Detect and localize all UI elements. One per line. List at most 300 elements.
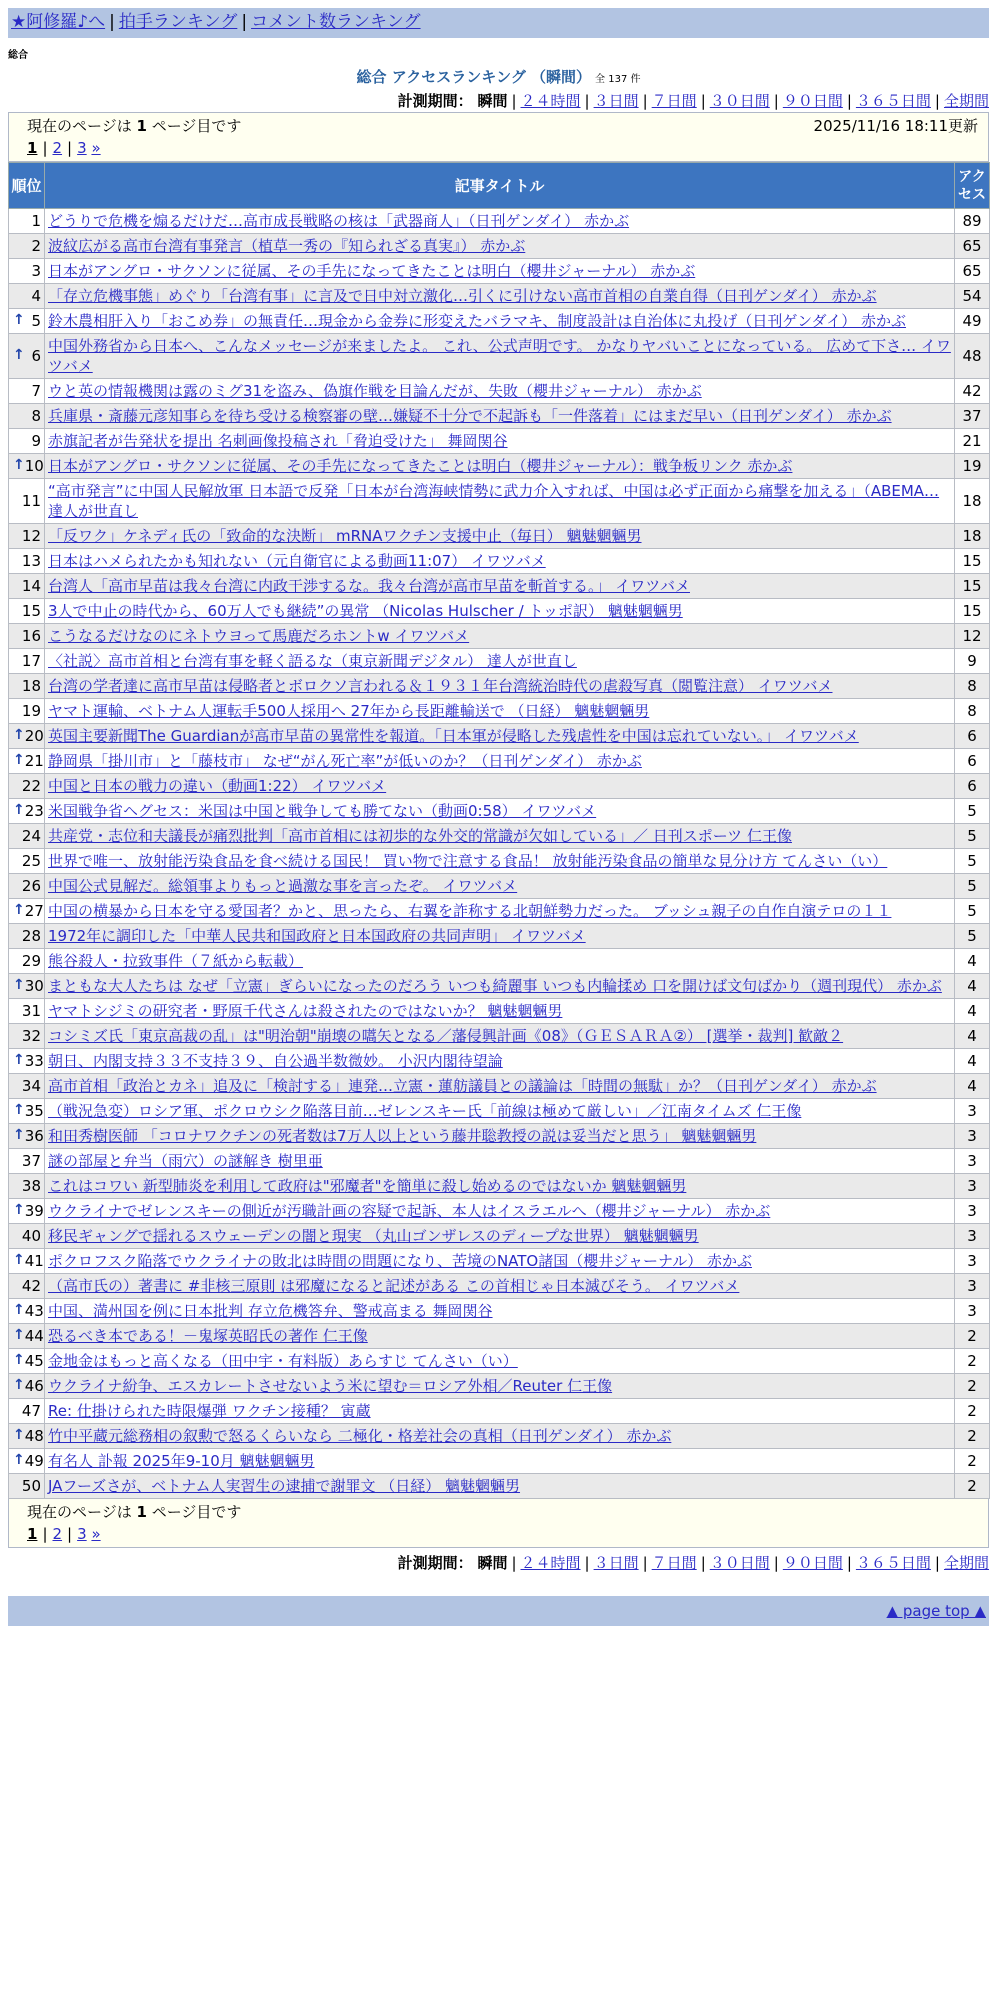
table-row [9, 1349, 990, 1374]
article-title-link[interactable]: 中国公式見解だ。総領事よりもっと過激な事を言ったぞ。 イワツバメ [48, 877, 518, 895]
rank-cell [9, 599, 45, 624]
access-count: 5 [955, 849, 990, 874]
access-count: 8 [955, 674, 990, 699]
title-cell [45, 849, 955, 874]
title-cell [45, 1024, 955, 1049]
access-count: 15 [955, 549, 990, 574]
access-count: 65 [955, 234, 990, 259]
article-title-link[interactable]: 台湾人「高市早苗は我々台湾に内政干渉するな。我々台湾が高市早苗を斬首する。」 イワツバメ [48, 577, 690, 595]
rank-cell [9, 799, 45, 824]
rank-cell [9, 259, 45, 284]
period-link-24h[interactable]: ２４時間 [520, 92, 581, 110]
rank-cell [9, 429, 45, 454]
page-link-2[interactable]: 2 [52, 1525, 63, 1543]
rank-number: 44 [24, 1327, 44, 1345]
pagination-top [8, 112, 989, 162]
title-cell [45, 1049, 955, 1074]
article-title-link[interactable]: ウクライナでゼレンスキーの側近が汚職計画の容疑で起訴、本人はイスラエルへ（櫻井ジャーナル） 赤かぶ [48, 1202, 771, 1220]
rank-cell [9, 1299, 45, 1324]
rank-up-arrow-icon: ↑ [13, 977, 25, 993]
title-cell [45, 479, 955, 524]
rank-cell [9, 874, 45, 899]
article-title-link[interactable]: 中国、満州国を例に日本批判 存立危機答弁、警戒高まる 舞岡関谷 [48, 1302, 493, 1320]
table-row [9, 699, 990, 724]
table-row [9, 1099, 990, 1124]
rank-up-arrow-icon: ↑ [13, 727, 25, 743]
table-row [9, 924, 990, 949]
rank-cell [9, 1099, 45, 1124]
table-row [9, 824, 990, 849]
title-cell [45, 899, 955, 924]
period-current: 瞬間 [477, 1554, 508, 1572]
rank-number: 26 [21, 877, 41, 895]
article-title-link[interactable]: 日本はハメられたかも知れない（元自衛官による動画11:07） イワツバメ [48, 552, 546, 570]
table-row [9, 674, 990, 699]
article-title-link[interactable]: 「存立危機事態」めぐり「台湾有事」に言及で日中対立激化…引くに引けない高市首相の自業自得（日刊ゲンダイ） 赤かぶ [48, 287, 877, 305]
rank-cell [9, 924, 45, 949]
access-count: 6 [955, 774, 990, 799]
table-row [9, 1374, 990, 1399]
page-status: 現在のページは 1 ページ目です [27, 117, 242, 135]
rank-number: 23 [24, 802, 44, 820]
access-count: 4 [955, 949, 990, 974]
rank-cell [9, 479, 45, 524]
title-cell [45, 999, 955, 1024]
home-link[interactable]: ★阿修羅♪へ [11, 12, 106, 32]
rank-number: 12 [21, 527, 41, 545]
article-title-link[interactable]: 兵庫県・斎藤元彦知事らを待ち受ける検察審の壁…嫌疑不十分で不起訴も「一件落着」にはまだ早い（日刊ゲンダイ） 赤かぶ [48, 407, 892, 425]
article-title-link[interactable]: 台湾の学者達に高市早苗は侵略者とボロクソ言われる＆１９３１年台湾統治時代の虐殺写真（閲覧注意） イワツバメ [48, 677, 833, 695]
page-top-link[interactable]: ▲ page top ▲ [886, 1602, 986, 1620]
table-row [9, 259, 990, 284]
rank-number: 49 [24, 1452, 44, 1470]
title-cell [45, 674, 955, 699]
title-cell [45, 724, 955, 749]
table-row [9, 1199, 990, 1224]
bottom-bar [8, 1596, 989, 1626]
access-count: 19 [955, 454, 990, 479]
rank-number: 16 [21, 627, 41, 645]
rank-cell [9, 849, 45, 874]
title-cell [45, 284, 955, 309]
rank-number: 13 [21, 552, 41, 570]
title-cell [45, 974, 955, 999]
article-title-link[interactable]: こうなるだけなのにネトウヨって馬鹿だろホントw イワツバメ [48, 627, 470, 645]
article-title-link[interactable]: 熊谷殺人・拉致事件（７紙から転載） [48, 952, 304, 970]
access-count: 5 [955, 824, 990, 849]
ranking-table [8, 162, 990, 1499]
title-cell [45, 1149, 955, 1174]
rank-number: 4 [31, 287, 41, 305]
article-title-link[interactable]: 謎の部屋と弁当（雨穴）の謎解き 樹里亜 [48, 1152, 323, 1170]
table-row [9, 454, 990, 479]
article-title-link[interactable]: まともな大人たちは なぜ「立憲」ぎらいになったのだろう いつも綺麗事 いつも内輪揉め 口を開けば文句ばかり（週刊現代） 赤かぶ [48, 977, 942, 995]
page-status: 現在のページは 1 ページ目です [27, 1503, 242, 1521]
period-link-7d[interactable]: ７日間 [651, 1554, 697, 1572]
article-title-link[interactable]: 金地金はもっと高くなる（田中宇・有料版）あらすじ てんさい（い） [48, 1352, 518, 1370]
title-cell [45, 1349, 955, 1374]
table-row [9, 1299, 990, 1324]
table-row [9, 574, 990, 599]
rank-number: 29 [21, 952, 41, 970]
period-current: 瞬間 [477, 92, 508, 110]
rank-number: 21 [24, 752, 44, 770]
rank-cell [9, 774, 45, 799]
access-count: 48 [955, 334, 990, 379]
title-cell [45, 949, 955, 974]
title-cell [45, 699, 955, 724]
access-count: 5 [955, 899, 990, 924]
access-count: 2 [955, 1399, 990, 1424]
rank-number: 35 [24, 1102, 44, 1120]
article-title-link[interactable]: ヤマト運輸、ベトナム人運転手500人採用へ 27年から長距離輸送で （日経） 魑魅魍魎男 [48, 702, 650, 720]
access-count: 4 [955, 1024, 990, 1049]
article-title-link[interactable]: 1972年に調印した「中華人民共和国政府と日本国政府の共同声明」 イワツバメ [48, 927, 586, 945]
rank-up-arrow-icon: ↑ [13, 752, 25, 768]
rank-up-arrow-icon: ↑ [13, 1252, 25, 1268]
article-title-link[interactable]: 高市首相「政治とカネ」追及に「検討する」連発…立憲・蓮舫議員との議論は「時間の無駄」か？（日刊ゲンダイ） 赤かぶ [48, 1077, 877, 1095]
table-row [9, 479, 990, 524]
category-label: 総合 [8, 50, 28, 61]
rank-number: 14 [21, 577, 41, 595]
title-cell [45, 259, 955, 284]
rank-number: 3 [31, 262, 41, 280]
rank-cell [9, 974, 45, 999]
rank-number: 40 [21, 1227, 41, 1245]
title-cell [45, 1124, 955, 1149]
table-row [9, 599, 990, 624]
article-title-link[interactable]: （高市氏の）著書に #非核三原則 は邪魔になると記述がある この首相じゃ日本滅びそう。 イワツバメ [48, 1277, 740, 1295]
table-row [9, 874, 990, 899]
access-count: 5 [955, 799, 990, 824]
article-title-link[interactable]: 和田秀樹医師 「コロナワクチンの死者数は7万人以上という藤井聡教授の説は妥当だと思う」 魑魅魍魎男 [48, 1127, 757, 1145]
access-count: 4 [955, 1049, 990, 1074]
article-title-link[interactable]: 日本がアングロ・サクソンに従属、その手先になってきたことは明白（櫻井ジャーナル） 赤かぶ [48, 262, 696, 280]
title-cell [45, 309, 955, 334]
rank-up-arrow-icon: ↑ [13, 1052, 25, 1068]
table-row [9, 949, 990, 974]
article-title-link[interactable]: どうりで危機を煽るだけだ…高市成長戦略の核は「武器商人」（日刊ゲンダイ） 赤かぶ [48, 212, 630, 230]
page-title [8, 66, 989, 88]
table-row [9, 309, 990, 334]
access-count: 6 [955, 749, 990, 774]
title-cell [45, 524, 955, 549]
access-count: 2 [955, 1374, 990, 1399]
page [8, 8, 989, 1626]
access-count: 2 [955, 1349, 990, 1374]
table-row [9, 799, 990, 824]
access-count: 3 [955, 1299, 990, 1324]
article-title-link[interactable]: （戦況急変）ロシア軍、ポクロウシク陥落目前…ゼレンスキー氏「前線は極めて厳しい」／江南タイムズ 仁王像 [48, 1102, 802, 1120]
access-count: 54 [955, 284, 990, 309]
rank-number: 6 [31, 347, 41, 365]
table-row [9, 1024, 990, 1049]
table-row [9, 1124, 990, 1149]
access-count: 37 [955, 404, 990, 429]
article-title-link[interactable]: 恐るべき本である！－鬼塚英昭氏の著作 仁王像 [48, 1327, 368, 1345]
article-title-link[interactable]: 世界で唯一、放射能汚染食品を食べ続ける国民！ 買い物で注意する食品！ 放射能汚染食品の簡単な見分け方 てんさい（い） [48, 852, 888, 870]
rank-number: 45 [24, 1352, 44, 1370]
rank-number: 36 [24, 1127, 44, 1145]
table-row [9, 1224, 990, 1249]
period-link-all[interactable]: 全期間 [943, 92, 989, 110]
title-cell [45, 799, 955, 824]
rank-cell [9, 899, 45, 924]
title-cell [45, 1074, 955, 1099]
rank-number: 9 [31, 432, 41, 450]
rank-number: 38 [21, 1177, 41, 1195]
article-title-link[interactable]: Re: 仕掛けられた時限爆弾 ワクチン接種？ 寅蔵 [48, 1402, 371, 1420]
rank-cell [9, 1349, 45, 1374]
rank-number: 50 [21, 1477, 41, 1495]
table-row [9, 234, 990, 259]
page-link-3[interactable]: 3 [77, 1525, 87, 1543]
period-link-30d[interactable]: ３０日間 [709, 92, 770, 110]
table-row [9, 774, 990, 799]
article-title-link[interactable]: コシミズ氏「東京高裁の乱」は"明治朝"崩壊の嚆矢となる／藩侵興計画《08》（ＧＥＳＡＲＡ②） [選挙・裁判] 歓敵２ [48, 1027, 844, 1045]
rank-number: 2 [31, 237, 41, 255]
access-count: 5 [955, 874, 990, 899]
rank-number: 25 [21, 852, 41, 870]
title-text: 総合 アクセスランキング （瞬間） [356, 68, 592, 86]
rank-number: 20 [24, 727, 44, 745]
page-link-2[interactable]: 2 [52, 139, 63, 157]
rank-up-arrow-icon: ↑ [13, 1352, 25, 1368]
period-link-7d[interactable]: ７日間 [651, 92, 697, 110]
title-cell [45, 599, 955, 624]
article-title-link[interactable]: 朝日、内閣支持３３不支持３９、自公過半数微妙。 小沢内閣待望論 [48, 1052, 503, 1070]
rank-cell [9, 1249, 45, 1274]
rank-cell [9, 949, 45, 974]
title-cell [45, 774, 955, 799]
article-title-link[interactable]: 英国主要新聞The Guardianが高市早苗の異常性を報道。「日本軍が侵略した残虐性を中国は忘れていない。」 イワツバメ [48, 727, 859, 745]
access-count: 15 [955, 599, 990, 624]
access-count: 6 [955, 724, 990, 749]
rank-cell [9, 574, 45, 599]
rank-number: 42 [21, 1277, 41, 1295]
title-cell [45, 209, 955, 234]
article-title-link[interactable]: ポクロフスク陥落でウクライナの敗北は時間の問題になり、苦境のNATO諸国（櫻井ジャーナル） 赤かぶ [48, 1252, 752, 1270]
rank-number: 32 [21, 1027, 41, 1045]
rank-cell [9, 1049, 45, 1074]
rank-cell [9, 724, 45, 749]
rank-number: 41 [24, 1252, 44, 1270]
rank-cell [9, 1324, 45, 1349]
rank-up-arrow-icon: ↑ [13, 1427, 25, 1443]
next-page-link[interactable]: » [91, 1525, 101, 1543]
separator: | [109, 12, 115, 32]
rank-cell [9, 649, 45, 674]
rank-cell [9, 699, 45, 724]
access-count: 3 [955, 1224, 990, 1249]
rank-number: 34 [21, 1077, 41, 1095]
title-cell [45, 1374, 955, 1399]
period-nav-bottom: 計測期間： 瞬間 | ２４時間 | ３日間 | ７日間 | ３０日間 | ９０日間 | ３６５日間 | 全期間 [397, 1554, 989, 1572]
next-page-link[interactable]: » [91, 139, 101, 157]
article-title-link[interactable]: これはコワい 新型肺炎を利用して政府は"邪魔者"を簡単に殺し始めるのではないか 魑魅魍魎男 [48, 1177, 687, 1195]
article-title-link[interactable]: 鈴木農相肝入り「おこめ券」の無責任…現金から金券に形変えたバラマキ、制度設計は自治体に丸投げ（日刊ゲンダイ） 赤かぶ [48, 312, 906, 330]
rank-cell [9, 1274, 45, 1299]
access-count: 89 [955, 209, 990, 234]
access-count: 42 [955, 379, 990, 404]
title-cell [45, 454, 955, 479]
article-title-link[interactable]: 静岡県「掛川市」と「藤枝市」 なぜ“がん死亡率”が低いのか？（日刊ゲンダイ） 赤かぶ [48, 752, 642, 770]
article-title-link[interactable]: 3人で中止の時代から、60万人でも継続”の異常 （Nicolas Hulscher / トッポ訳） 魑魅魍魎男 [48, 602, 683, 620]
article-title-link[interactable]: 中国外務省から日本へ、こんなメッセージが来ましたよ。 これ、公式声明です。 かなりヤバいことになっている。 広めて下さ… イワツバメ [48, 337, 951, 375]
title-cell [45, 1424, 955, 1449]
access-count: 18 [955, 524, 990, 549]
rank-cell [9, 334, 45, 379]
article-title-link[interactable]: 波紋広がる高市台湾有事発言（植草一秀の『知られざる真実』） 赤かぶ [48, 237, 526, 255]
rank-number: 19 [21, 702, 41, 720]
table-row [9, 624, 990, 649]
title-cell [45, 1099, 955, 1124]
comment-ranking-link[interactable]: コメント数ランキング [251, 12, 421, 32]
title-cell [45, 234, 955, 259]
header-rank: 順位 [9, 163, 45, 209]
period-link-3d[interactable]: ３日間 [593, 1554, 639, 1572]
article-title-link[interactable]: 中国と日本の戦力の違い（動画1:22） イワツバメ [48, 777, 387, 795]
rank-up-arrow-icon: ↑ [13, 902, 25, 918]
period-link-24h[interactable]: ２４時間 [520, 1554, 581, 1572]
article-title-link[interactable]: ウと英の情報機関は露のミグ31を盗み、偽旗作戦を目論んだが、失敗（櫻井ジャーナル） 赤かぶ [48, 382, 702, 400]
rank-up-arrow-icon: ↑ [13, 1452, 25, 1468]
rank-number: 5 [31, 312, 41, 330]
article-title-link[interactable]: 日本がアングロ・サクソンに従属、その手先になってきたことは明白（櫻井ジャーナル）：戦争板リンク 赤かぶ [48, 457, 793, 475]
article-title-link[interactable]: 赤旗記者が告発状を提出 名刺画像投稿され「脅迫受けた」 舞岡関谷 [48, 432, 508, 450]
title-cell [45, 1274, 955, 1299]
article-title-link[interactable]: “高市発言”に中国人民解放軍 日本語で反発「日本が台湾海峡情勢に武力介入すれば、中国は必ず正面から痛撃を加える」（ABEMA… 達人が世直し [48, 482, 940, 520]
period-link-30d[interactable]: ３０日間 [709, 1554, 770, 1572]
page-current: 1 [27, 1525, 38, 1543]
rank-cell [9, 549, 45, 574]
rank-cell [9, 1424, 45, 1449]
table-row [9, 209, 990, 234]
rank-cell [9, 1199, 45, 1224]
table-row [9, 1174, 990, 1199]
rank-cell [9, 1224, 45, 1249]
table-row [9, 649, 990, 674]
access-count: 2 [955, 1324, 990, 1349]
article-title-link[interactable]: JAフーズさが、ベトナム人実習生の逮捕で謝罪文 （日経） 魑魅魍魎男 [48, 1477, 521, 1495]
article-title-link[interactable]: 米国戦争省ヘグセス：米国は中国と戦争しても勝てない（動画0:58） イワツバメ [48, 802, 597, 820]
article-title-link[interactable]: ヤマトシジミの研究者・野原千代さんは殺されたのではないか？ 魑魅魍魎男 [48, 1002, 563, 1020]
access-count: 3 [955, 1199, 990, 1224]
rank-cell [9, 1374, 45, 1399]
title-cell [45, 1224, 955, 1249]
table-row [9, 1149, 990, 1174]
header-access: アクセス [955, 163, 990, 209]
rank-number: 18 [21, 677, 41, 695]
table-row [9, 429, 990, 454]
access-count: 65 [955, 259, 990, 284]
rank-cell [9, 674, 45, 699]
access-count: 9 [955, 649, 990, 674]
table-row [9, 1449, 990, 1474]
rank-cell [9, 749, 45, 774]
period-link-all[interactable]: 全期間 [943, 1554, 989, 1572]
rank-cell [9, 524, 45, 549]
rank-up-arrow-icon: ↑ [13, 1377, 25, 1393]
period-link-365d[interactable]: ３６５日間 [855, 1554, 931, 1572]
access-count: 2 [955, 1449, 990, 1474]
access-count: 3 [955, 1124, 990, 1149]
article-title-link[interactable]: 移民ギャングで揺れるスウェーデンの闇と現実 （丸山ゴンザレスのディープな世界） 魑魅魍魎男 [48, 1227, 699, 1245]
access-count: 3 [955, 1149, 990, 1174]
rank-cell [9, 1074, 45, 1099]
rank-number: 33 [24, 1052, 44, 1070]
title-cell [45, 1324, 955, 1349]
rank-up-arrow-icon: ↑ [13, 1327, 25, 1343]
rank-up-arrow-icon: ↑ [13, 1127, 25, 1143]
rank-number: 47 [21, 1402, 41, 1420]
pagination-bottom [8, 1499, 989, 1548]
access-count: 3 [955, 1249, 990, 1274]
article-title-link[interactable]: 竹中平蔵元総務相の叙勲で怒るくらいなら 二極化・格差社会の真相（日刊ゲンダイ） 赤かぶ [48, 1427, 672, 1445]
access-count: 21 [955, 429, 990, 454]
period-link-3d[interactable]: ３日間 [593, 92, 639, 110]
access-count: 2 [955, 1474, 990, 1499]
period-label: 計測期間： [397, 1554, 473, 1572]
table-row [9, 549, 990, 574]
rank-number: 22 [21, 777, 41, 795]
rank-cell [9, 1474, 45, 1499]
title-cell [45, 429, 955, 454]
table-row [9, 749, 990, 774]
access-count: 12 [955, 624, 990, 649]
article-title-link[interactable]: 有名人 訃報 2025年9-10月 魑魅魍魎男 [48, 1452, 315, 1470]
clap-ranking-link[interactable]: 拍手ランキング [118, 12, 238, 32]
article-title-link[interactable]: 「反ワク」ケネディ氏の「致命的な決断」 mRNAワクチン支援中止（毎日） 魑魅魍魎男 [48, 527, 642, 545]
access-count: 3 [955, 1274, 990, 1299]
title-cell [45, 379, 955, 404]
access-count: 49 [955, 309, 990, 334]
pager: 1 | 2 | 3 » [27, 139, 101, 157]
table-row [9, 284, 990, 309]
title-cell [45, 1474, 955, 1499]
rank-number: 28 [21, 927, 41, 945]
period-link-90d[interactable]: ９０日間 [782, 1554, 843, 1572]
rank-cell [9, 404, 45, 429]
rank-cell [9, 1449, 45, 1474]
title-cell [45, 574, 955, 599]
top-nav-bar [8, 8, 989, 38]
title-cell [45, 334, 955, 379]
rank-number: 10 [24, 457, 44, 475]
article-title-link[interactable]: 〈社説〉高市首相と台湾有事を軽く語るな（東京新聞デジタル） 達人が世直し [48, 652, 577, 670]
article-title-link[interactable]: ウクライナ紛争、エスカレートさせないよう米に望む＝ロシア外相／Reuter 仁王像 [48, 1377, 613, 1395]
period-link-90d[interactable]: ９０日間 [782, 92, 843, 110]
rank-number: 11 [21, 492, 41, 510]
article-title-link[interactable]: 中国の横暴から日本を守る愛国者？かと、思ったら、右翼を詐称する北朝鮮勢力だった。 ブッシュ親子の自作自演テロの１１ [48, 902, 892, 920]
title-cell [45, 924, 955, 949]
total-count: 全 137 件 [595, 74, 641, 85]
rank-up-arrow-icon: ↑ [13, 1302, 25, 1318]
rank-up-arrow-icon: ↑ [13, 312, 25, 328]
page-link-3[interactable]: 3 [77, 139, 87, 157]
table-row [9, 1049, 990, 1074]
title-cell [45, 824, 955, 849]
rank-up-arrow-icon: ↑ [13, 1102, 25, 1118]
title-cell [45, 1399, 955, 1424]
period-link-365d[interactable]: ３６５日間 [855, 92, 931, 110]
title-cell [45, 404, 955, 429]
article-title-link[interactable]: 共産党・志位和夫議長が痛烈批判「高市首相には初歩的な外交的常識が欠如している」／ 日刊スポーツ 仁王像 [48, 827, 792, 845]
period-nav-top: 計測期間： 瞬間 | ２４時間 | ３日間 | ７日間 | ３０日間 | ９０日間 | ３６５日間 | 全期間 [397, 92, 989, 110]
rank-number: 46 [24, 1377, 44, 1395]
rank-up-arrow-icon: ↑ [13, 347, 25, 363]
separator: | [241, 12, 248, 32]
